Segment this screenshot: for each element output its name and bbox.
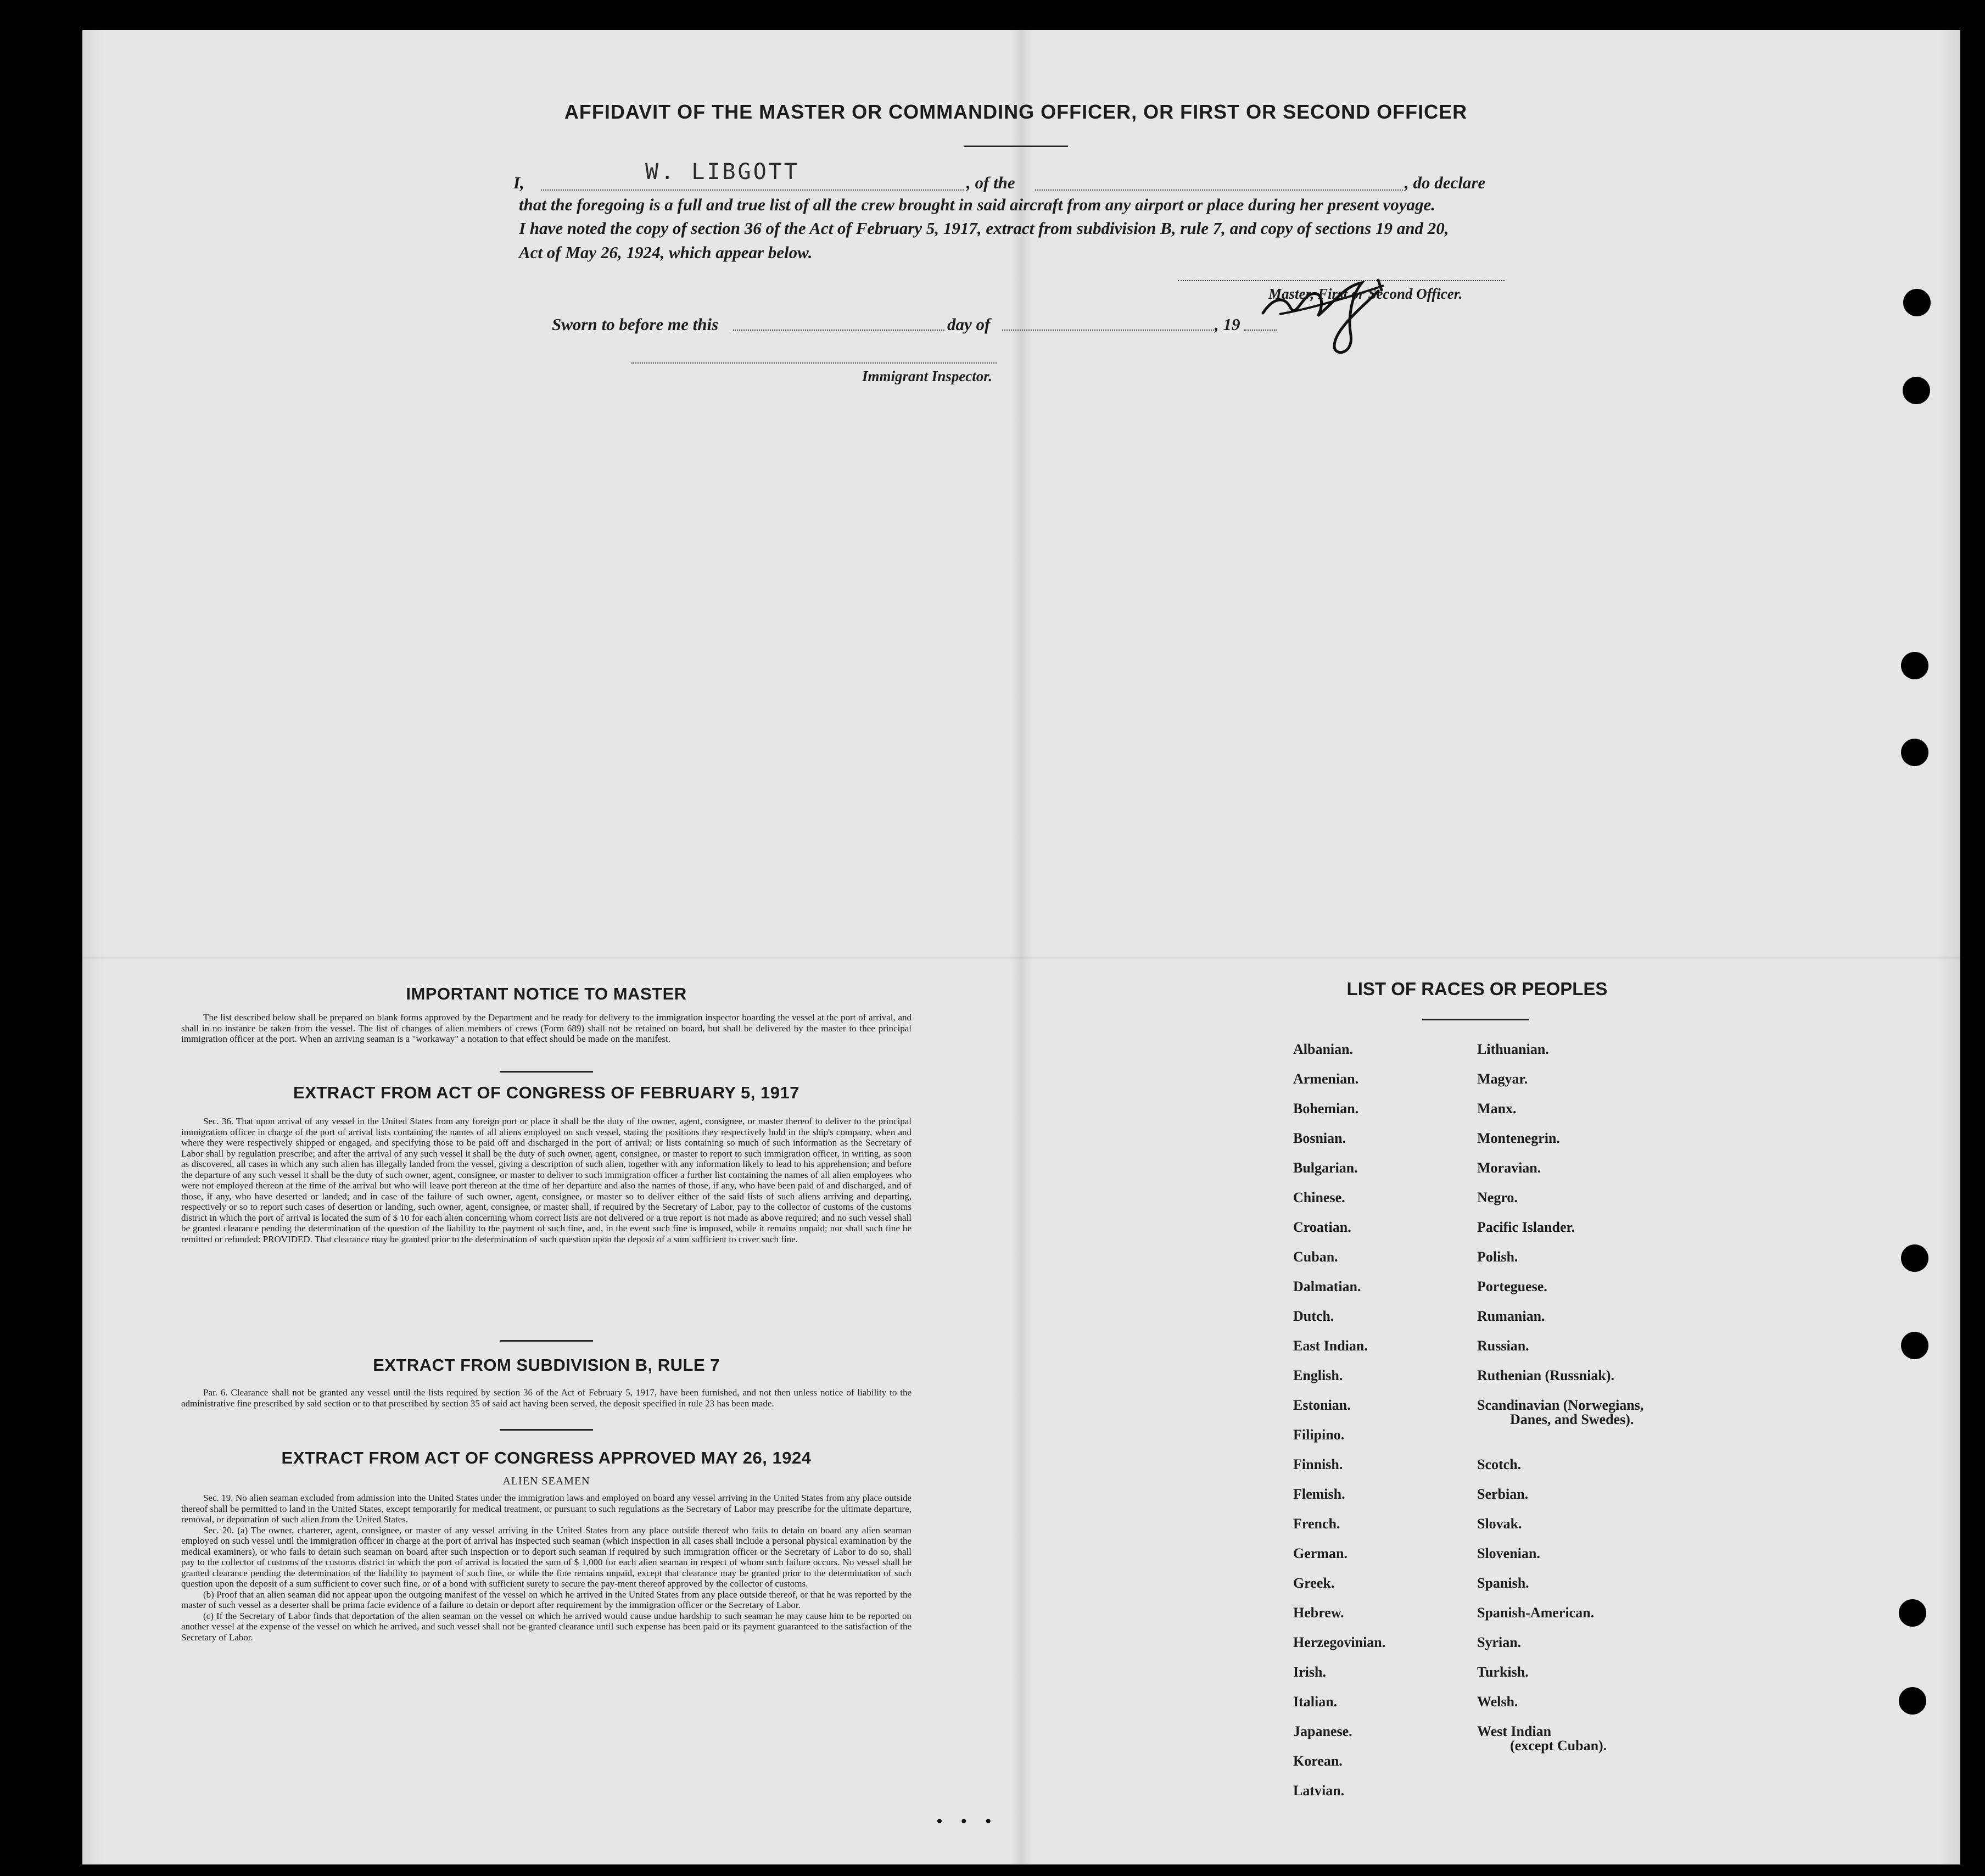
race-item bbox=[1293, 1545, 1385, 1575]
race-label: Syrian. bbox=[1477, 1634, 1522, 1650]
extract-1917-text: Sec. 36. That upon arrival of any vessel in the United States from any foreign port or place it shall be the duty of the owner, agent, consignee, or master thereof to deliver to the principal immigration officer in charge of the port of arrival lists containing the names of all aliens employed on such vessel, stating the positions they respectively hold in the ship's company, when and where they were respectively shipped or engaged, and specifying those to be paid off and discharged in the port of arrival; or lists containing so much of such information as the Secretary of Labor shall by regulation prescribe; and after the arrival of any such vessel it shall be the duty of such owner, agent, consignee, or master to report to such immigration officer, in writing, as soon as discovered, all cases in which any such alien has illegally landed from the vessel, giving a description of such alien, together with any information likely to lead to his apprehension; and before the departure of any such vessel it shall be the duty of such owner, agent, consignee, or master to deliver to such immigration officer a further list containing the names of all alien employees who were not employed thereon at the time of the arrival but who will leave port thereon at the time of her departure and also the names of those, if any, who have been paid of and discharged, and of those, if any, who have deserted or landed; and in case of the failure of such owner, agent, consignee, or master so to deliver either of the said lists of such aliens arriving and departing, respectively or so to report such cases of desertion or landing, such owner, agent, consignee, or master shall, if required by the Secretary of Labor, pay to the collector of customs of the customs district in which the port of arrival is located the sum of $ 10 for each alien concerning whom correct lists are not delivered or a true report is not made as above required; and no such vessel shall be granted clearance pending the determination of the question of the liability to the payment of such fine, and, in the event such fine is imposed, while it remains unpaid; nor shall such fine be remitted or refunded: PROVIDED. That clearance may be granted prior to the determination of such question upon the deposit of a sum sufficient to cover such fine. bbox=[181, 1116, 912, 1244]
race-item bbox=[1293, 1190, 1385, 1219]
race-label: French. bbox=[1293, 1516, 1340, 1532]
punch-hole bbox=[1901, 739, 1928, 766]
race-item bbox=[1477, 1130, 1643, 1160]
race-label: Hebrew. bbox=[1293, 1605, 1344, 1621]
race-label: Italian. bbox=[1293, 1694, 1338, 1710]
extract-rule7-title: EXTRACT FROM SUBDIVISION B, RULE 7 bbox=[373, 1355, 720, 1375]
vessel-blank bbox=[1035, 189, 1403, 191]
affidavit-i: I, bbox=[513, 173, 524, 192]
race-item bbox=[1477, 1575, 1643, 1605]
officer-caption: Master, First or Second Officer. bbox=[1268, 286, 1463, 302]
notice-text: The list described below shall be prepared on blank forms approved by the Department and be ready for delivery to the immigration inspector boarding the vessel at the port of arrival, and shall in no instance be taken from the vessel. The list of changes of alien members of crews (Form 689) shall not be retained on board, but shall be delivered by the master to thee principal immigration officer at the port. When an arriving seaman is a "workaway" a notation to that effect should be made on the manifest. bbox=[181, 1012, 912, 1044]
notice-title: IMPORTANT NOTICE TO MASTER bbox=[406, 984, 687, 1003]
officer-signature bbox=[1252, 264, 1406, 357]
race-item bbox=[1477, 1101, 1643, 1130]
race-item bbox=[1293, 1219, 1385, 1249]
race-label: Chinese. bbox=[1293, 1190, 1345, 1205]
race-label-continued: (except Cuban). bbox=[1510, 1738, 1607, 1754]
punch-hole bbox=[1899, 1687, 1926, 1715]
race-item bbox=[1477, 1427, 1643, 1456]
extract-rule7-text: Par. 6. Clearance shall not be granted any vessel until the lists required by section 36 of the Act of February 5, 1917, have been furnished, and not then unless notice of liability to the administrative fine prescribed by said section or to that prescribed by section 35 of said act having been served, the deposit specified in rule 23 has been made. bbox=[181, 1387, 912, 1409]
sec-20c: (c) If the Secretary of Labor finds that deportation of the alien seaman on the vessel on which he arrived would cause undue hardship to such seaman he may cause him to be reported on another vessel at the expense of the vessel on which he arrived, and such vessel shall not be granted clearance until such expense has been paid or its payment guaranteed to the satisfaction of the Secretary of Labor. bbox=[181, 1610, 912, 1643]
race-item bbox=[1293, 1605, 1385, 1634]
race-label: Cuban. bbox=[1293, 1249, 1338, 1265]
race-item bbox=[1477, 1338, 1643, 1367]
race-label: West Indian bbox=[1477, 1723, 1552, 1739]
affidavit-title: AFFIDAVIT OF THE MASTER OR COMMANDING OFFICER, OR FIRST OR SECOND OFFICER bbox=[564, 101, 1468, 123]
divider bbox=[500, 1429, 593, 1431]
race-label: German. bbox=[1293, 1545, 1347, 1561]
race-item bbox=[1293, 1664, 1385, 1694]
race-item bbox=[1477, 1367, 1643, 1397]
race-label: Dutch. bbox=[1293, 1308, 1334, 1324]
race-item bbox=[1293, 1071, 1385, 1101]
race-item bbox=[1293, 1367, 1385, 1397]
race-item bbox=[1477, 1634, 1643, 1664]
sec-20a: Sec. 20. (a) The owner, charterer, agent, consignee, or master of any vessel arriving in the United States from any place outside thereof who fails to detain on board any alien seaman employed on such vessel until the immigration officer in charge at the port of arrival has inspected such seaman (which inspection in all cases shall include a personal physical examination by the medical examiners), or who fails to detain such seaman on board after such inspection or to deport such seaman if required by such immigration officer or the Secretary of Labor to do so, shall pay to the collector of customs of the customs district in which the port of arrival is located the sum of $ 1,000 for each alien seaman in respect of whom such failure occurs. No vessel shall be granted clearance pending the determination of the liability to payment of such fine, or while the fine remains unpaid, except that clearance may be granted prior to the determination of such question upon the deposit of a sum sufficient to cover such fine, or of a bond with sufficient surety to secure the pay-ment thereof approved by the collector of customs. bbox=[181, 1525, 912, 1589]
race-label: Spanish. bbox=[1477, 1575, 1529, 1591]
race-item bbox=[1293, 1634, 1385, 1664]
race-item bbox=[1477, 1219, 1643, 1249]
fold-line bbox=[82, 956, 1960, 960]
race-item bbox=[1477, 1723, 1643, 1753]
race-label: Herzegovinian. bbox=[1293, 1634, 1386, 1650]
race-label: Rumanian. bbox=[1477, 1308, 1545, 1324]
race-item bbox=[1477, 1308, 1643, 1338]
punch-hole bbox=[1903, 377, 1930, 404]
affidavit-line3: I have noted the copy of section 36 of the Act of February 5, 1917, extract from subdivision B, rule 7, and copy of sections 19 and 20, bbox=[519, 219, 1449, 238]
sec-19: Sec. 19. No alien seaman excluded from admission into the United States under the immigration laws and employed on board any vessel arriving in the United States from any place outside thereof shall be permitted to land in the United States, except temporarily for medical treatment, or pursuant to such regulations as the Secretary of Labor may prescribe for the ultimate departure, removal, or deportation of such alien from the United States. bbox=[181, 1493, 912, 1525]
race-label: Bohemian. bbox=[1293, 1101, 1359, 1116]
race-item bbox=[1293, 1456, 1385, 1486]
race-label: Pacific Islander. bbox=[1477, 1219, 1575, 1235]
race-item bbox=[1293, 1130, 1385, 1160]
race-label: Filipino. bbox=[1293, 1427, 1345, 1443]
name-blank bbox=[541, 189, 964, 191]
affidavit-of-the: , of the bbox=[966, 173, 1015, 192]
race-item bbox=[1293, 1427, 1385, 1456]
race-item bbox=[1477, 1516, 1643, 1545]
race-item bbox=[1477, 1545, 1643, 1575]
race-label: Negro. bbox=[1477, 1190, 1518, 1205]
affidavit-do-declare: , do declare bbox=[1405, 173, 1486, 192]
race-label: Flemish. bbox=[1293, 1486, 1345, 1502]
race-item bbox=[1477, 1605, 1643, 1634]
race-item bbox=[1293, 1278, 1385, 1308]
extract-1924-text bbox=[181, 1493, 912, 1643]
race-label: Korean. bbox=[1293, 1753, 1343, 1769]
race-label: Moravian. bbox=[1477, 1160, 1541, 1176]
race-label: English. bbox=[1293, 1367, 1343, 1383]
race-label: Ruthenian (Russniak). bbox=[1477, 1367, 1614, 1383]
race-item bbox=[1293, 1753, 1385, 1783]
race-label: Finnish. bbox=[1293, 1456, 1343, 1472]
sworn-year-blank bbox=[1244, 330, 1277, 331]
sec-20b: (b) Proof that an alien seaman did not appear upon the outgoing manifest of the vessel on which he arrived in the United States from any place outside thereof, or that he was reported by the master of such vessel as a deserter shall be prima facie evidence of a failure to detain or deport after requirement by the immigration officer or the Secretary of Labor. bbox=[181, 1589, 912, 1610]
race-item bbox=[1477, 1249, 1643, 1278]
title-rule bbox=[964, 146, 1068, 147]
race-label: Albanian. bbox=[1293, 1041, 1354, 1057]
race-item bbox=[1293, 1249, 1385, 1278]
races-title-rule bbox=[1422, 1019, 1529, 1020]
race-item bbox=[1477, 1278, 1643, 1308]
race-item bbox=[1293, 1575, 1385, 1605]
sworn-month-blank bbox=[1002, 330, 1216, 331]
year-prefix: , 19 bbox=[1215, 315, 1240, 334]
race-item bbox=[1477, 1397, 1643, 1427]
race-label: Scandinavian (Norwegians, bbox=[1477, 1397, 1644, 1413]
inspector-caption: Immigrant Inspector. bbox=[862, 368, 993, 384]
punch-hole bbox=[1901, 652, 1928, 679]
race-item bbox=[1293, 1486, 1385, 1516]
race-label: Manx. bbox=[1477, 1101, 1517, 1116]
race-item bbox=[1477, 1694, 1643, 1723]
race-label: East Indian. bbox=[1293, 1338, 1368, 1354]
race-label-continued: Danes, and Swedes). bbox=[1510, 1411, 1634, 1427]
race-item bbox=[1477, 1190, 1643, 1219]
race-label: Porteguese. bbox=[1477, 1278, 1547, 1294]
race-label: Bulgarian. bbox=[1293, 1160, 1358, 1176]
handwritten-name: W. LIBGOTT bbox=[645, 159, 799, 185]
races-right-column bbox=[1477, 1041, 1643, 1753]
race-item bbox=[1293, 1694, 1385, 1723]
race-label: Turkish. bbox=[1477, 1664, 1529, 1680]
divider bbox=[500, 1071, 593, 1073]
race-item bbox=[1477, 1041, 1643, 1071]
divider bbox=[500, 1340, 593, 1342]
race-item bbox=[1477, 1071, 1643, 1101]
race-item bbox=[1293, 1160, 1385, 1190]
race-item bbox=[1293, 1397, 1385, 1427]
race-label: Japanese. bbox=[1293, 1723, 1352, 1739]
punch-hole bbox=[1901, 1332, 1928, 1359]
race-item bbox=[1293, 1101, 1385, 1130]
affidavit-line2: that the foregoing is a full and true list of all the crew brought in said aircraft from any airport or place during her present voyage. bbox=[519, 195, 1435, 214]
punch-hole bbox=[1903, 289, 1931, 316]
sworn-text: Sworn to before me this bbox=[552, 315, 719, 334]
day-of-text: day of bbox=[947, 315, 991, 334]
race-label: Scotch. bbox=[1477, 1456, 1522, 1472]
race-label: Greek. bbox=[1293, 1575, 1335, 1591]
alien-seamen-subtitle: ALIEN SEAMEN bbox=[502, 1475, 590, 1487]
inspector-line bbox=[631, 362, 997, 364]
race-label: Latvian. bbox=[1293, 1783, 1345, 1799]
race-label: Slovenian. bbox=[1477, 1545, 1540, 1561]
race-label: Spanish-American. bbox=[1477, 1605, 1595, 1621]
extract-1924-title: EXTRACT FROM ACT OF CONGRESS APPROVED MAY 26, 1924 bbox=[281, 1448, 812, 1467]
bottom-marks: • • • bbox=[936, 1811, 998, 1832]
race-label: Serbian. bbox=[1477, 1486, 1529, 1502]
race-item bbox=[1293, 1308, 1385, 1338]
extract-1917-title: EXTRACT FROM ACT OF CONGRESS OF FEBRUARY 5, 1917 bbox=[293, 1083, 799, 1102]
race-label: Polish. bbox=[1477, 1249, 1518, 1265]
race-label: Russian. bbox=[1477, 1338, 1529, 1354]
race-label: Magyar. bbox=[1477, 1071, 1528, 1087]
race-label: Montenegrin. bbox=[1477, 1130, 1560, 1146]
race-label: Welsh. bbox=[1477, 1694, 1518, 1710]
affidavit-line4: Act of May 26, 1924, which appear below. bbox=[519, 243, 813, 262]
race-item bbox=[1477, 1486, 1643, 1516]
race-item bbox=[1477, 1664, 1643, 1694]
race-label: Bosnian. bbox=[1293, 1130, 1346, 1146]
race-item bbox=[1293, 1338, 1385, 1367]
race-label: Armenian. bbox=[1293, 1071, 1359, 1087]
race-label: Croatian. bbox=[1293, 1219, 1351, 1235]
race-label: Estonian. bbox=[1293, 1397, 1351, 1413]
races-left-column bbox=[1293, 1041, 1385, 1812]
races-title: LIST OF RACES OR PEOPLES bbox=[1346, 979, 1608, 999]
punch-hole bbox=[1899, 1599, 1926, 1627]
race-item bbox=[1477, 1160, 1643, 1190]
race-label: Dalmatian. bbox=[1293, 1278, 1361, 1294]
race-label: Lithuanian. bbox=[1477, 1041, 1549, 1057]
race-item bbox=[1293, 1516, 1385, 1545]
race-label: Slovak. bbox=[1477, 1516, 1522, 1532]
punch-hole bbox=[1901, 1244, 1928, 1272]
race-item bbox=[1293, 1041, 1385, 1071]
race-label: Irish. bbox=[1293, 1664, 1326, 1680]
race-item bbox=[1293, 1783, 1385, 1812]
sworn-day-blank bbox=[733, 330, 944, 331]
race-item bbox=[1477, 1456, 1643, 1486]
race-item bbox=[1293, 1723, 1385, 1753]
